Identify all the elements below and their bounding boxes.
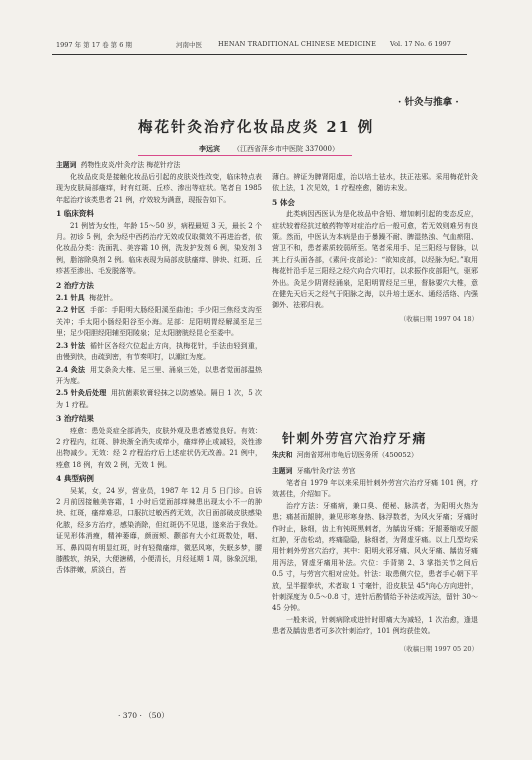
keywords-text: 药物性皮炎/针灸疗法 梅花针疗法 — [80, 161, 181, 169]
section-case-continued: 薄白。辨证为脾肾阳虚，治以培土祛水，扶正祛邪。采用梅花针灸依上法，1 次见效，1 疗程痊愈，随访未发。 — [272, 173, 478, 193]
treatment-aftercare-text: 用抗菌素软膏轻抹之以防感染。隔日 1 次，5 次为 1 疗程。 — [56, 389, 262, 409]
header-journal-issue: 1997 年 第 17 卷 第 6 期 — [56, 41, 132, 49]
treatment-needle-label: 2.1 针具 — [56, 293, 85, 303]
article2-affiliation: 河南省郑州市龟后切医务所（450052） — [296, 451, 418, 459]
treatment-method-label: 2.3 针法 — [56, 340, 86, 350]
treatment-aftercare-label: 2.5 针灸后处理 — [56, 388, 107, 398]
section-case-text: 吴某，女，24 岁，营业员，1987 年 12 月 5 日门诊。自诉 2 月前因接触美容霜，1 小时后觉面部痒辣患出现太小不一的肿块、红斑，瘙痒难忍，口服抗过敏西药无效，次日面部破皮肤感染化脓，经多方治疗，感染消除，但红斑仍不见退，遂来治于我处。证见形体消瘦，精神萎靡，颜面颊、颧部有大小红斑数处，咽、耳、鼻四周有明显红斑，时有轻微瘙痒，微恶风寒，失眠多梦，腰膝酸软，纳呆，大便溏稀，小便清长，月经延期 1 周，脉象沉细，舌体胖嫩，质淡白，苔 — [56, 486, 262, 575]
treatment-moxibustion-label: 2.4 灸法 — [56, 364, 86, 374]
treatment-area — [56, 304, 262, 339]
section-clinical-data-heading: 1 临床资料 — [56, 209, 94, 219]
article2-keywords-label: 主题词 — [272, 467, 293, 475]
article2-author: 朱庆和 — [272, 451, 293, 459]
article2-intro: 笔者自 1979 年以来采用针刺外劳宫穴治疗牙痛 101 例，疗效甚佳，介绍如下。 — [272, 479, 478, 499]
article2-summary: 一般来说，针刺病除或进针时即痛大为减轻，1 次治愈，逢退患者及龋齿患者可多次针刺治疗，101 例均获佳效。 — [272, 615, 478, 636]
article2-received-date: （收稿日期 1997 05 20） — [399, 644, 478, 653]
article1-received-date: （收稿日期 1997 04 18） — [399, 314, 478, 323]
article2-keywords — [272, 465, 356, 475]
article1-affiliation: （江西省萍乡市中医院 337000） — [233, 145, 339, 153]
article1-intro: 化妆品皮炎是接触化妆品后引起的皮肤炎性改变，临床特点表现为皮肤局部瘙痒，时有红斑、丘疹、渗出等症状。笔者自 1985 年起治疗该类患者 21 例，疗效较为满意，现报告如下。 — [56, 173, 262, 204]
article2-byline — [272, 449, 478, 459]
treatment-method — [56, 340, 262, 364]
article2-keywords-text: 牙痛/针灸疗法 劳宫 — [296, 467, 356, 475]
article2-title: 针刺外劳宫穴治疗牙痛 — [282, 432, 428, 447]
article1-title: 梅花针灸治疗化妆品皮炎 21 例 — [138, 119, 375, 136]
section-clinical-data-text: 21 例皆为女性，年龄 15～50 岁，病程最短 3 天，最长 2 个月。初诊 5 例，余为经中西药治疗无效或仅取微效不再进治者，依化妆品分类：洗面乳、美容霜 10 例，洗发护发剂 6 例，染发剂 3 例，脂溶除臭剂 2 例。临床表现为局部皮肤瘙痒、肿块、红斑、丘疹甚至渗出、毛发脱落等。 — [56, 221, 262, 276]
keywords-label: 主题词 — [56, 161, 77, 169]
section-treatment-heading: 2 治疗方法 — [56, 280, 94, 290]
article1-right-column — [272, 172, 478, 325]
header-volume: Vol. 17 No. 6 1997 — [390, 40, 451, 48]
section-discussion-heading: 5 体会 — [272, 197, 295, 207]
section-results-text: 痊愈：患处炎症全部消失，皮肤外观及患者感觉良好。有效：2 疗程内，红斑、肿块渐全消失或痒小，瘙痒停止或减轻，炎性渗出物减少。无效：经 2 疗程治疗后上述症状仍无改善。21 例中，痊愈 18 例，有效 2 例，无效 1 例。 — [56, 426, 262, 469]
article1-keywords — [56, 159, 180, 169]
treatment-needle — [56, 292, 262, 304]
page-number: · 370 · （50） — [118, 711, 169, 720]
treatment-area-label: 2.2 针区 — [56, 305, 86, 315]
header-journal-name: 河南中医 — [176, 41, 202, 49]
article2-method: 治疗方法：牙痛病，兼口臭、便秘、脉洪者，为阳明火热为患；痛甚而龈肿，兼见形寒身热、脉浮数者，为风火牙痛；牙痛时作时止，脉细，齿上有钝斑黑刺者，为龋齿牙痛；牙龈萎缩或牙龈红肿，牙齿松动，疼痛隐隐，脉细者，为肾虚牙痛。以上几型均采用针刺外劳宫穴治疗，其中：阳明火邪牙痛、风火牙痛、龋齿牙痛用泻法，肾虚牙痛用补法。穴位：手背第 2、3 掌指关节之间后 0.5 寸，与劳宫穴相对应处。针法：取患侧穴位，患者手心朝下平放，呈半握拳状，术者取 1 寸毫针，沿皮肤呈 45°向心方向进针，针刺深度为 0.5～0.8 寸，进针后酌情给予补法或泻法，留针 30～45 分钟。 — [272, 501, 478, 613]
section-case-heading: 4 典型病例 — [56, 474, 94, 484]
treatment-moxibustion-text: 用艾条灸大椎、足三里、涌泉三处，以患者觉面部温热开为度。 — [56, 365, 263, 385]
section-results-heading: 3 治疗结果 — [56, 414, 94, 424]
treatment-needle-text: 梅花针。 — [89, 294, 118, 303]
article1-author: 李远宾 — [199, 144, 220, 153]
article1-left-column — [56, 172, 262, 577]
treatment-method-text: 循针区各经穴位起止方向，执梅花针，手法由轻到重，由慢到快，由疏到密，有节奏叩打，以潮红为度。 — [56, 341, 263, 362]
section-tag: · 针灸与推拿 · — [398, 97, 459, 108]
header-journal-name-en: HENAN TRADITIONAL CHINESE MEDICINE — [218, 40, 377, 48]
article2-body — [272, 478, 478, 655]
treatment-area-text: 手部：手阳明大肠经阳溪至曲池；手少阳三焦经支沟至关冲；手太阳小肠经阳谷至小海。足部：足阳明胃经解溪至足三里；足少阳胆经阳辅至阳陵泉；足太阳膀胱经昆仑至委中。 — [56, 306, 263, 338]
section-discussion-text: 此类病因西医认为是化妆品中含铅、增加刺引起的变态反应，症状较着经抗过敏药物等对症治疗后一般可愈，若无效则难另有良策。然而，中医认为本病是由于暴躁不耐、脾湿热浊、气血瘀阻、营卫不和，患者素质较弱所至。笔者采用手、足三阳经与督脉，以其上行头面各部，《素问·皮部论》：“欲知皮部，以经脉为纪。”取用梅花针沿手足三阳经之经穴向合穴叩打，以求振作皮部阳气，驱邪外出。灸足少阴肾经涌泉，足阳明胃经足三里，督脉要穴大椎，意在健先天后天之经气于阳脉之海，以升培土逐水、通经活络、内强御外、祛邪归表。 — [272, 210, 478, 310]
header-rule — [52, 54, 467, 55]
treatment-moxibustion — [56, 364, 262, 388]
title-underline — [138, 155, 352, 156]
treatment-aftercare — [56, 387, 262, 411]
